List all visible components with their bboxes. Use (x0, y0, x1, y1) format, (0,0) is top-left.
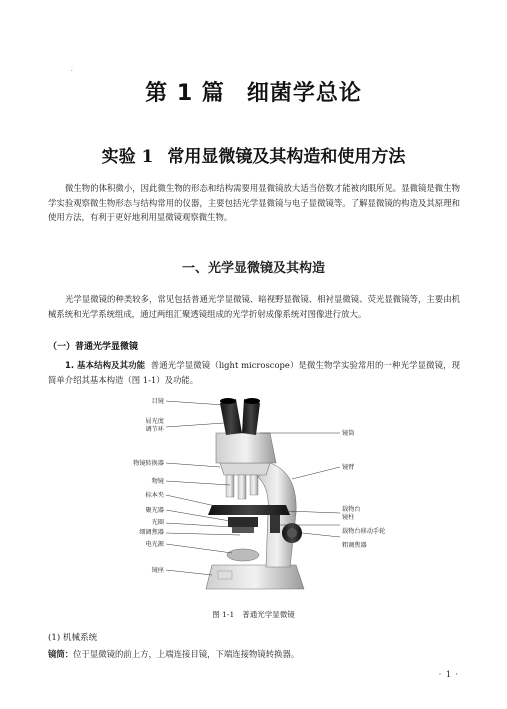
page-number: · 1 · (438, 670, 459, 679)
tube-term: 镜筒： (48, 649, 74, 659)
head-shape (216, 433, 276, 463)
label-arm: 镜臂 (342, 464, 355, 471)
nosepiece-shape (220, 463, 270, 475)
stray-mark: ˊ (70, 70, 73, 77)
microscope-illustration (120, 393, 390, 598)
tube-text: 位于显微镜的前上方，上端连接目镜，下端连接物镜转换器。 (73, 649, 300, 659)
structure-text: 普通光学显微镜（light microscope）是微生物学实验常用的一种光学显微镜，现简单介绍其基本构造（图 1-1）及功能。 (48, 360, 461, 385)
eyepiece-right (242, 399, 260, 435)
section-heading: 一、光学显微镜及其构造 (181, 261, 325, 276)
experiment-name: 常用显微镜及其构造和使用方法 (167, 147, 406, 167)
label-fine-focus: 细调焦器 (139, 529, 164, 536)
figure-caption (0, 609, 507, 620)
label-stage: 载物台 (342, 506, 361, 513)
label-light-source: 电光源 (145, 541, 164, 548)
condenser-shape (228, 517, 258, 527)
experiment-label: 实验 1 (101, 147, 154, 167)
label-adjust-ring: 调节环 (145, 426, 164, 433)
intro-paragraph: 微生物的体积微小，因此微生物的形态和结构需要用显微镜放大适当倍数才能被肉眼所见。显微镜是微生物学实验观察微生物形态与结构常用的仪器，主要包括光学显微镜与电子显微镜等。了解显微镜的构造及其原理和使用方法，有利于更好地利用显微镜观察微生物。 (48, 183, 460, 223)
label-stage-knob: 载物台移动手轮 (342, 528, 386, 535)
label-eyepiece: 目镜 (151, 398, 164, 405)
label-specimen-clip: 标本夹 (145, 492, 164, 499)
eyepiece-left (220, 399, 242, 435)
label-coarse-focus: 粗调焦器 (342, 542, 367, 549)
section-paragraph: 光学显微镜的种类较多，常见包括普通光学显微镜、暗视野显微镜、相衬显微镜、荧光显微镜等，主要由机械系统和光学系统组成，通过两组汇聚透镜组成的光学折射成像系统对图像进行放大。 (48, 294, 460, 319)
label-diaphragm: 光圈 (151, 519, 164, 526)
part-title (0, 76, 507, 107)
label-pillar: 镜柱 (342, 514, 355, 521)
label-nosepiece: 物镜转换器 (133, 460, 164, 467)
part-name: 细菌学总论 (246, 81, 362, 106)
label-tube: 镜筒 (342, 430, 355, 437)
subsection-heading: （一）普通光学显微镜 (48, 342, 139, 352)
caption-label: 图 1-1 (212, 610, 235, 619)
mechanical-heading: (1) 机械系统 (48, 633, 98, 643)
label-base: 镜座 (151, 567, 164, 574)
structure-paragraph (48, 358, 460, 387)
part-label: 第 1 篇 (145, 81, 225, 106)
microscope-figure (120, 393, 390, 598)
stage-shape (208, 505, 290, 515)
tube-paragraph (48, 648, 299, 660)
label-objective: 物镜 (151, 478, 164, 485)
structure-lead: 1. 基本结构及其功能 (65, 360, 146, 370)
label-diopter: 屈光度 (145, 418, 164, 425)
label-condenser: 聚光器 (145, 507, 164, 514)
experiment-title (0, 142, 507, 167)
caption-text: 普通光学显微镜 (242, 610, 295, 619)
